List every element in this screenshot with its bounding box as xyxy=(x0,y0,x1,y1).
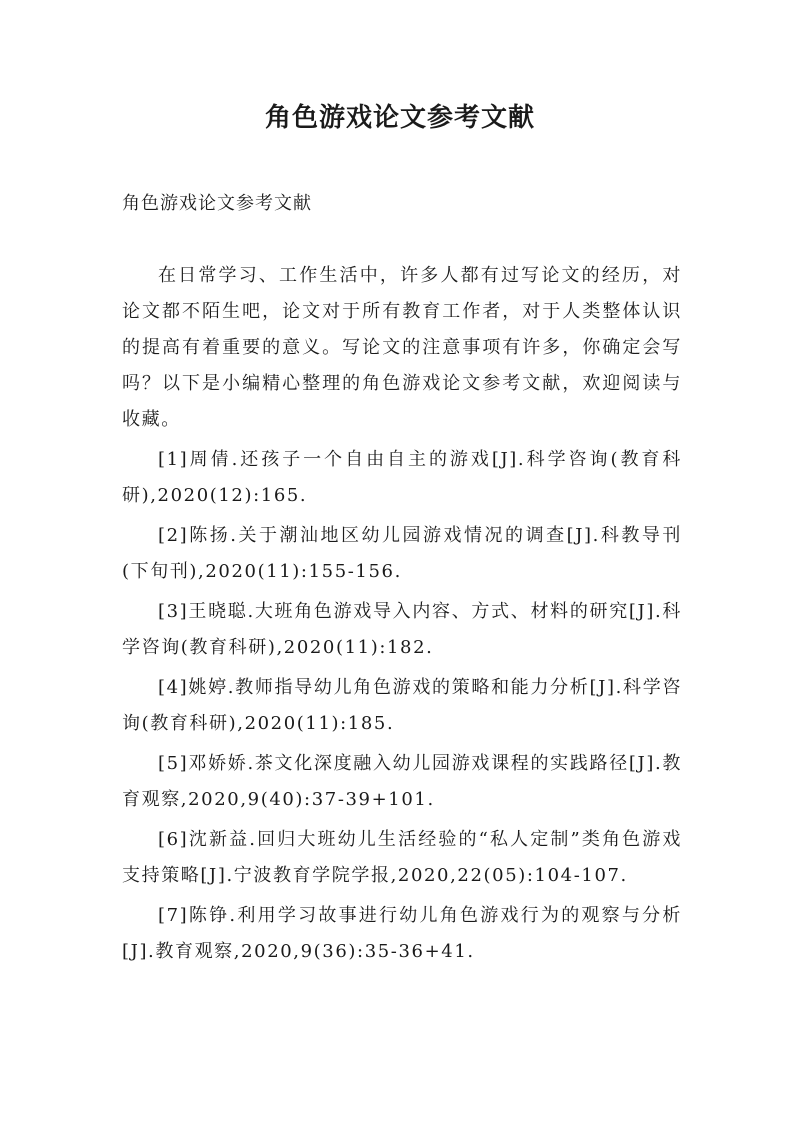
document-body xyxy=(122,258,682,974)
reference-item-3: [3]王晓聪.大班角色游戏导入内容、方式、材料的研究[J].科学咨询(教育科研),2020(11):182. xyxy=(122,601,682,658)
page-title: 角色游戏论文参考文献 xyxy=(264,103,535,133)
reference-item-7: [7]陈铮.利用学习故事进行幼儿角色游戏行为的观察与分析[J].教育观察,2020,9(36):35-36+41. xyxy=(122,905,682,962)
document-subtitle: 角色游戏论文参考文献 xyxy=(122,193,312,214)
reference-item-1: [1]周倩.还孩子一个自由自主的游戏[J].科学咨询(教育科研),2020(12):165. xyxy=(122,449,682,506)
reference-item-6: [6]沈新益.回归大班幼儿生活经验的“私人定制”类角色游戏支持策略[J].宁波教育学院学报,2020,22(05):104-107. xyxy=(122,829,682,886)
reference-item-4: [4]姚婷.教师指导幼儿角色游戏的策略和能力分析[J].科学咨询(教育科研),2020(11):185. xyxy=(122,677,682,734)
intro-paragraph: 在日常学习、工作生活中，许多人都有过写论文的经历，对论文都不陌生吧，论文对于所有教育工作者，对于人类整体认识的提高有着重要的意义。写论文的注意事项有许多，你确定会写吗？以下是小编精心整理的角色游戏论文参考文献，欢迎阅读与收藏。 xyxy=(122,265,682,430)
reference-item-5: [5]邓娇娇.茶文化深度融入幼儿园游戏课程的实践路径[J].教育观察,2020,9(40):37-39+101. xyxy=(122,753,682,810)
reference-item-2: [2]陈扬.关于潮汕地区幼儿园游戏情况的调查[J].科教导刊(下旬刊),2020(11):155-156. xyxy=(122,525,682,582)
